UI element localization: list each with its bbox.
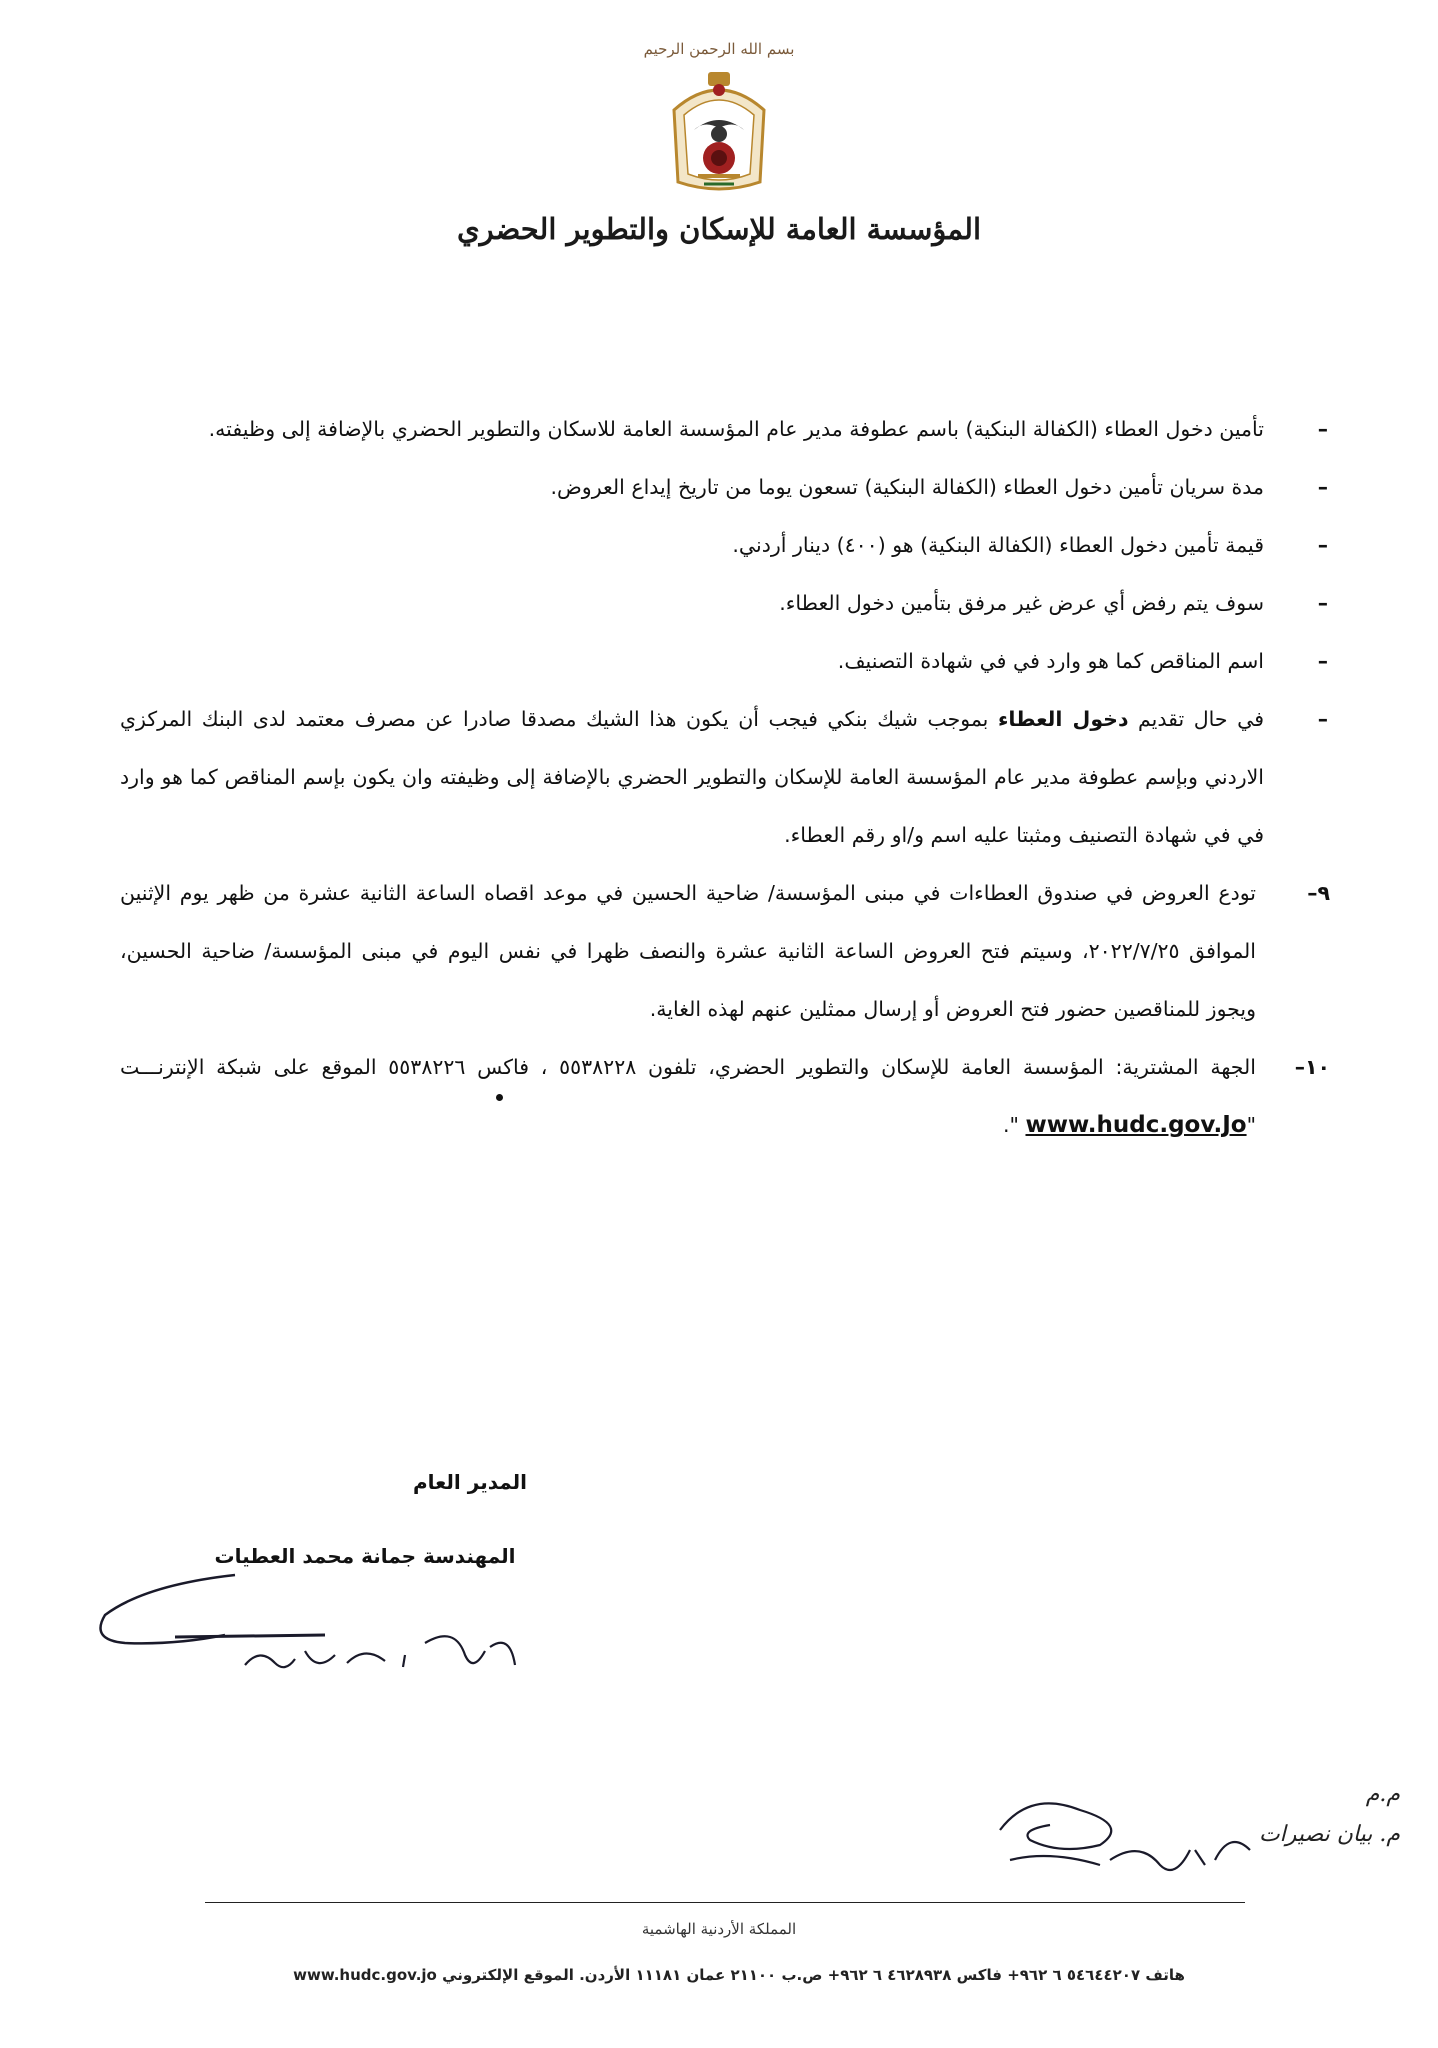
list-marker: – <box>1317 707 1328 731</box>
footer-kingdom: المملكة الأردنية الهاشمية <box>641 1920 797 1938</box>
handwritten-signature <box>85 1555 525 1685</box>
list-item-text: مدة سريان تأمين دخول العطاء (الكفالة البنكية) تسعون يوما من تاريخ إيداع العروض. <box>550 475 1264 499</box>
signatory-title: المدير العام <box>412 1470 528 1494</box>
clause-text: تودع العروض في صندوق العطاءات في مبنى المؤسسة/ ضاحية الحسين في موعد اقصاه الساعة الثانية عشرة من ظهر يوم الإثنين الموافق ٢٠٢٢/٧/٢٥، وسيتم فتح العروض الساعة الثانية عشرة والنصف ظهرا في نفس اليوم في مبنى المؤسسة/ ضاحية الحسين، ويجوز للمناقصين حضور فتح العروض أو إرسال ممثلين عنهم لهذه الغاية. <box>120 881 1256 1021</box>
handwritten-note-line2: م. بيان نصيرات <box>1258 1822 1400 1847</box>
numbered-clause <box>120 864 1330 1038</box>
list-item-text-end: بموجب شيك بنكي فيجب أن يكون هذا الشيك مصدقا صادرا عن مصرف معتمد لدى البنك المركزي الاردني وبإسم عطوفة مدير عام المؤسسة العامة للإسكان والتطوير الحضري بالإضافة إلى وظيفته وان يكون بإسم المناقص كما هو وارد في في شهادة التصنيف ومثبتا عليه اسم و/او رقم العطاء. <box>120 707 1264 847</box>
list-marker: – <box>1317 533 1328 557</box>
list-item <box>120 574 1330 632</box>
footer-website-link[interactable]: www.hudc.gov.jo <box>293 1966 437 1984</box>
footer-divider <box>205 1902 1245 1903</box>
signatory-name: المهندسة جمانة محمد العطيات <box>214 1544 516 1568</box>
list-item-text: تأمين دخول العطاء (الكفالة البنكية) باسم عطوفة مدير عام المؤسسة العامة للاسكان والتطوير الحضري بالإضافة إلى وظيفته. <box>208 417 1264 441</box>
clause-number: ١٠– <box>1294 1055 1330 1079</box>
handwritten-note <box>1240 1775 1400 1855</box>
footer-contact-text: هاتف ٥٤٦٤٤٢٠٧ ٦ ٩٦٢+ فاكس ٤٦٢٨٩٣٨ ٦ ٩٦٢+ ص.ب ٢١١٠٠ عمان ١١١٨١ الأردن. الموقع الإلكتروني <box>442 1966 1185 1984</box>
organization-name: المؤسسة العامة للإسكان والتطوير الحضري <box>456 212 982 246</box>
bold-phrase: دخول العطاء <box>997 707 1129 731</box>
clause-text-end: ". <box>1003 1113 1026 1137</box>
list-item-text: سوف يتم رفض أي عرض غير مرفق بتأمين دخول العطاء. <box>779 591 1264 615</box>
list-item-text: قيمة تأمين دخول العطاء (الكفالة البنكية) هو (٤٠٠) دينار أردني. <box>732 533 1264 557</box>
document-body <box>120 400 1330 1154</box>
list-marker: – <box>1317 649 1328 673</box>
list-item-text: اسم المناقص كما هو وارد في في شهادة التصنيف. <box>837 649 1264 673</box>
list-item <box>120 458 1330 516</box>
letterhead <box>0 40 1438 246</box>
list-item-text-start: في حال تقديم <box>1128 707 1264 731</box>
list-marker: – <box>1317 591 1328 615</box>
clause-number: ٩– <box>1307 881 1330 905</box>
list-marker: – <box>1317 417 1328 441</box>
handwritten-note-line1: م.م <box>1365 1782 1400 1807</box>
footer-contact <box>240 1966 1238 1984</box>
basmala: بسم الله الرحمن الرحيم <box>643 40 795 58</box>
list-item <box>120 632 1330 690</box>
list-item <box>120 516 1330 574</box>
numbered-clause <box>120 1038 1330 1154</box>
initials-signature <box>990 1770 1270 1890</box>
clause-text: الجهة المشترية: المؤسسة العامة للإسكان والتطوير الحضري، تلفون ٥٥٣٨٢٢٨ ، فاكس ٥٥٣٨٢٢٦ الموقع على شبكة الإنترنـــت " <box>120 1055 1256 1137</box>
jordan-coat-of-arms-icon <box>664 70 774 200</box>
stray-dot <box>496 1094 503 1101</box>
website-link[interactable]: www.hudc.gov.Jo <box>1025 1112 1247 1138</box>
list-item <box>120 690 1330 864</box>
list-marker: – <box>1317 475 1328 499</box>
list-item <box>120 400 1330 458</box>
